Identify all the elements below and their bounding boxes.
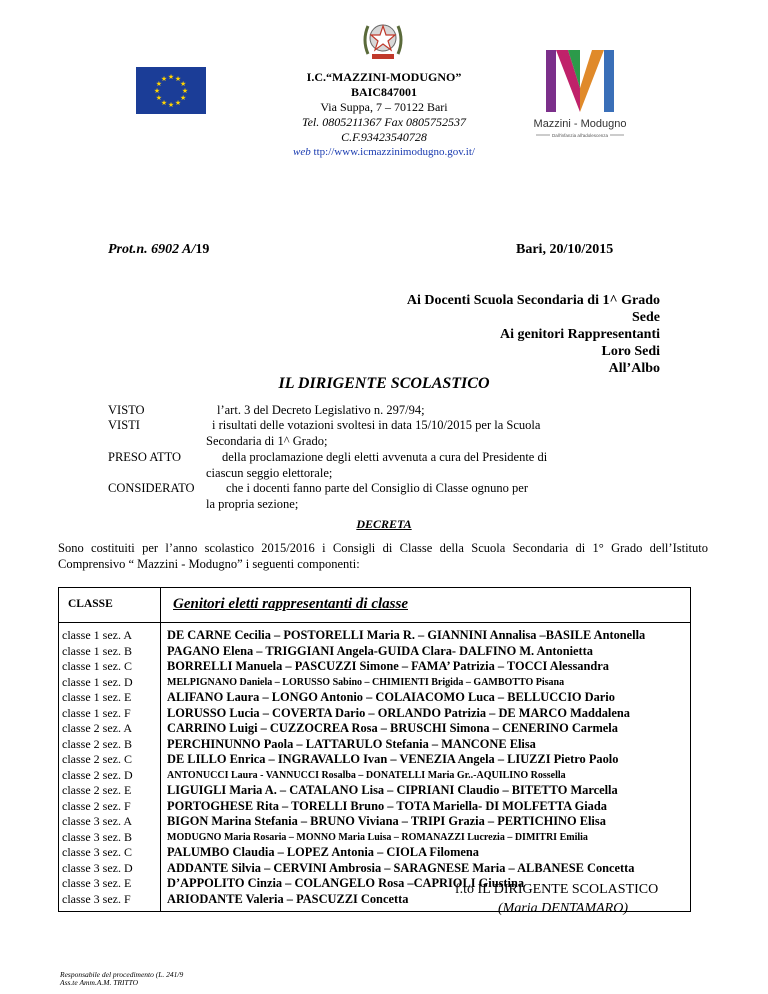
parents-names: PORTOGHESE Rita – TORELLI Bruno – TOTA Mariella- DI MOLFETTA Giada — [167, 798, 607, 813]
eu-star: ★ — [153, 87, 161, 95]
premise-text: della proclamazione degli eletti avvenuta a cura del Presidente di — [222, 450, 548, 464]
school-code: BAIC847001 — [350, 85, 417, 99]
premise-text: Secondaria di 1^ Grado; — [206, 434, 328, 448]
parents-names: MELPIGNANO Daniela – LORUSSO Sabino – CHIMIENTI Brigida – GAMBOTTO Pisana — [167, 676, 565, 688]
class-label: classe 1 sez. A — [62, 628, 132, 642]
table-body-row — [59, 623, 691, 912]
eu-flag-logo — [136, 67, 206, 114]
parents-names: DE CARNE Cecilia – POSTORELLI Maria R. – GIANNINI Annalisa –BASILE Antonella — [167, 628, 646, 642]
document-date: Bari, 20/10/2015 — [516, 242, 614, 257]
addressees-block — [407, 292, 660, 377]
class-label: classe 2 sez. F — [62, 798, 131, 813]
premise-text: che i docenti fanno parte del Consiglio di Classe ognuno per — [226, 481, 529, 495]
eu-star: ★ — [179, 94, 187, 102]
parents-names: ARIODANTE Valeria – PASCUZZI Concetta — [167, 891, 409, 906]
protocol-prefix: Prot.n. 6902 A/ — [108, 242, 196, 257]
class-label: classe 3 sez. F — [62, 891, 131, 906]
table-header-row — [59, 588, 691, 623]
class-label: classe 1 sez. C — [62, 659, 132, 673]
parents-names: CARRINO Luigi – CUZZOCREA Rosa – BRUSCHI Simona – CENERINO Carmela — [167, 721, 618, 735]
class-label: classe 3 sez. C — [62, 845, 132, 859]
addressee-line: Ai genitori Rappresentanti — [500, 327, 660, 342]
parents-names: LIGUIGLI Maria A. – CATALANO Lisa – CIPRIANI Claudio – BITETTO Marcella — [167, 783, 618, 797]
premise-label: VISTI — [108, 418, 140, 432]
eu-star: ★ — [174, 99, 182, 108]
eu-star: ★ — [155, 80, 163, 88]
school-address: Via Suppa, 7 – 70122 Bari — [320, 100, 448, 114]
class-column — [59, 623, 161, 912]
footer-note — [60, 971, 183, 987]
eu-star: ★ — [181, 87, 189, 95]
signature-title: f.to IL DIRIGENTE SCOLASTICO — [455, 882, 659, 897]
web-url[interactable]: ttp://www.icmazzinimodugno.gov.it/ — [313, 146, 475, 158]
addressee-line: Sede — [632, 310, 660, 325]
eu-star: ★ — [174, 74, 182, 83]
parents-names: DE LILLO Enrica – INGRAVALLO Ivan – VENEZIA Angela – LIUZZI Pietro Paolo — [167, 752, 619, 766]
class-label: classe 2 sez. B — [62, 736, 132, 751]
logo-text: Mazzini - Modugno — [533, 118, 627, 130]
eu-star: ★ — [155, 94, 163, 102]
school-header — [268, 70, 500, 160]
parents-names: PERCHINUNNO Paola – LATTARULO Stefania – MANCONE Elisa — [167, 736, 536, 751]
school-name: I.C.“MAZZINI-MODUGNO” — [306, 70, 462, 84]
class-label: classe 2 sez. A — [62, 721, 132, 735]
parents-names: MODUGNO Maria Rosaria – MONNO Maria Luisa – ROMANAZZI Lucrezia – DIMITRI Emilia — [167, 831, 588, 843]
addressee-line: Loro Sedi — [601, 344, 660, 359]
class-label: classe 1 sez. F — [62, 705, 131, 720]
premise-text: ciascun seggio elettorale; — [206, 466, 333, 480]
document-title: IL DIRIGENTE SCOLASTICO — [278, 375, 490, 392]
eu-star: ★ — [167, 101, 175, 109]
decreta-heading: DECRETA — [356, 517, 412, 531]
premise-label: CONSIDERATO — [108, 481, 195, 495]
eu-star: ★ — [167, 73, 175, 81]
footer-line: Responsabile del procedimento (L. 241/9 — [60, 970, 184, 979]
protocol-suffix: 19 — [195, 242, 210, 257]
eu-star: ★ — [160, 99, 168, 108]
parents-names: LORUSSO Lucia – COVERTA Dario – ORLANDO Patrizia – DE MARCO Maddalena — [167, 705, 630, 720]
class-label: classe 2 sez. D — [62, 767, 133, 782]
parents-names: BORRELLI Manuela – PASCUZZI Simone – FAMA’ Patrizia – TOCCI Alessandra — [167, 659, 609, 673]
parents-names: PALUMBO Claudia – LOPEZ Antonia – CIOLA Filomena — [167, 845, 479, 859]
school-tax-code: C.F.93423540728 — [341, 130, 427, 144]
footer-line: Ass.te Amm.A.M. TRITTO — [60, 978, 139, 987]
class-label: classe 3 sez. B — [62, 829, 132, 844]
protocol-number — [108, 242, 209, 258]
signature-name: (Maria DENTAMARO) — [498, 901, 628, 916]
premise-text: l’art. 3 del Decreto Legislativo n. 297/94; — [217, 403, 425, 417]
school-website[interactable] — [268, 145, 500, 160]
addressee-line: All’Albo — [608, 361, 660, 376]
premise-text: i risultati delle votazioni svoltesi in data 15/10/2015 per la Scuola — [212, 418, 541, 432]
premise-text: la propria sezione; — [206, 497, 299, 511]
intro-paragraph: Sono costituiti per l’anno scolastico 2015/2016 i Consigli di Classe della Scuola Secondaria di 1° Grado dell’Istituto Comprensivo “ Mazzini - Modugno” i seguenti componenti: — [58, 541, 708, 571]
parents-names: D’APPOLITO Cinzia – COLANGELO Rosa –CAPRIOLI Giustina — [167, 876, 525, 890]
class-label: classe 1 sez. E — [62, 690, 132, 704]
class-label: classe 2 sez. E — [62, 783, 132, 797]
parents-names: BIGON Marina Stefania – BRUNO Viviana – TRIPI Grazia – PERTICHINO Elisa — [167, 814, 606, 828]
premise-label: PRESO ATTO — [108, 450, 182, 464]
parents-column — [161, 623, 691, 912]
class-label: classe 3 sez. E — [62, 876, 132, 890]
header-classe: CLASSE — [59, 588, 161, 623]
class-label: classe 3 sez. A — [62, 814, 132, 828]
header-parents: Genitori eletti rappresentanti di classe — [161, 588, 691, 623]
school-phone-fax: Tel. 0805211367 Fax 0805752537 — [302, 115, 466, 129]
italian-republic-emblem — [360, 14, 406, 64]
class-council-table — [58, 587, 691, 912]
parents-names: ALIFANO Laura – LONGO Antonio – COLAIACOMO Luca – BELLUCCIO Dario — [167, 690, 615, 704]
class-label: classe 2 sez. C — [62, 752, 132, 766]
class-label: classe 3 sez. D — [62, 860, 133, 875]
parents-names: ANTONUCCI Laura - VANNUCCI Rosalba – DONATELLI Maria Gr..-AQUILINO Rossella — [167, 769, 566, 781]
parents-names: ADDANTE Silvia – CERVINI Ambrosia – SARAGNESE Maria – ALBANESE Concetta — [167, 860, 635, 875]
parents-names: PAGANO Elena – TRIGGIANI Angela-GUIDA Clara- DALFINO M. Antonietta — [167, 643, 593, 658]
class-label: classe 1 sez. D — [62, 674, 133, 689]
eu-star: ★ — [179, 80, 187, 88]
eu-star: ★ — [160, 74, 168, 83]
addressee-line: Ai Docenti Scuola Secondaria di 1^ Grado — [406, 293, 660, 308]
class-label: classe 1 sez. B — [62, 643, 132, 658]
premise-label: VISTO — [108, 403, 145, 417]
web-label: web — [293, 146, 311, 158]
logo-tagline: Dall'infanzia all'adolescenza — [551, 133, 609, 138]
mazzini-modugno-logo — [528, 48, 632, 152]
